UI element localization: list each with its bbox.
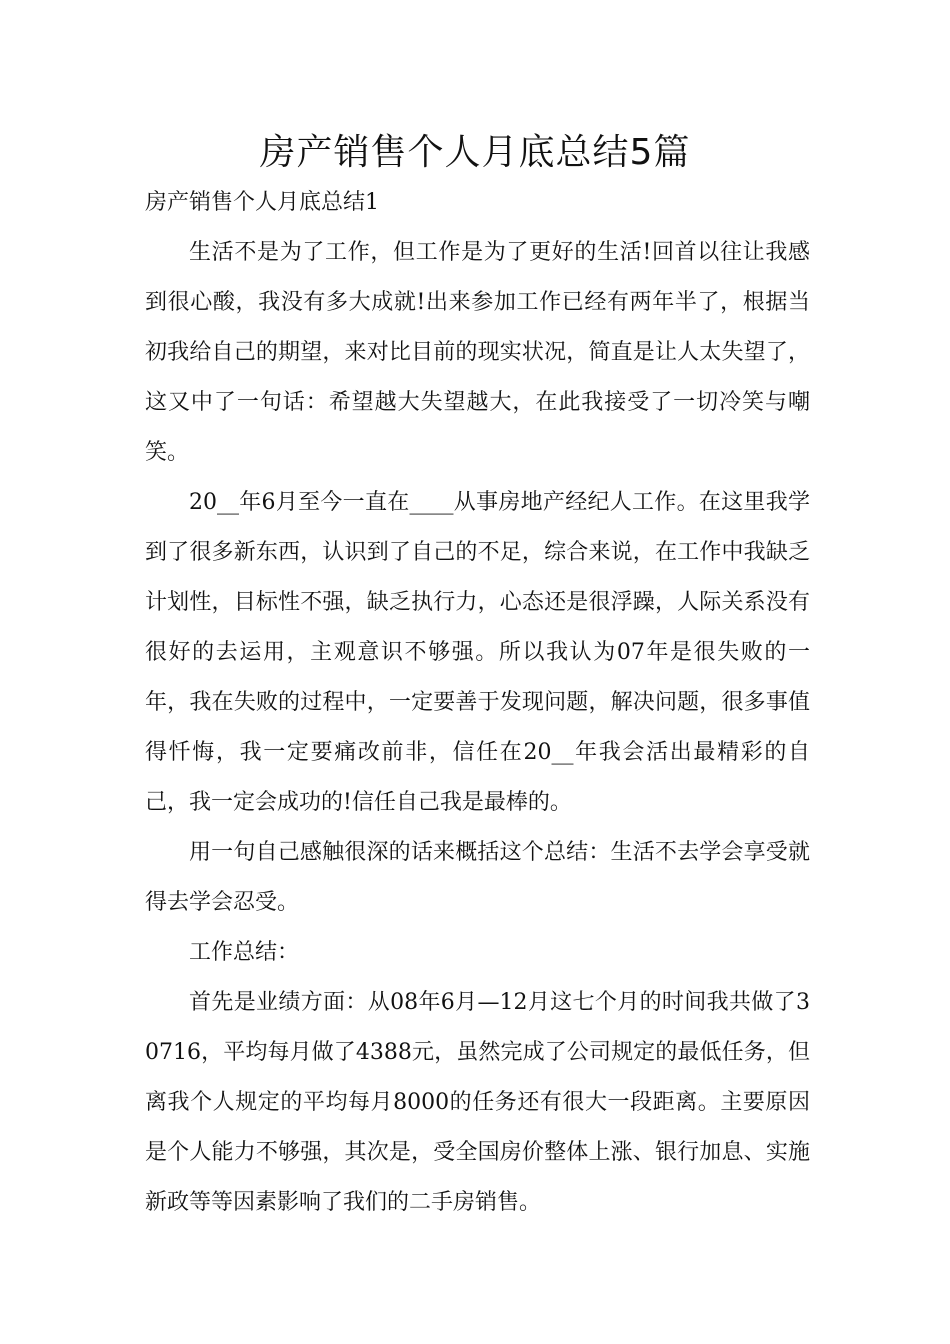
paragraph-3: 用一句自己感触很深的话来概括这个总结：生活不去学会享受就得去学会忍受。	[145, 840, 810, 915]
section-heading: 房产销售个人月底总结1	[145, 190, 379, 215]
paragraph-4-heading: 工作总结：	[189, 940, 300, 965]
paragraph-2: 20__年6月至今一直在____从事房地产经纪人工作。在这里我学到了很多新东西，认识到了自己的不足，综合来说，在工作中我缺乏计划性，目标性不强，缺乏执行力，心态还是很浮躁，人际关系没有很好的去运用，主观意识不够强。所以我认为07年是很失败的一年，我在失败的过程中，一定要善于发现问题，解决问题，很多事值得忏悔，我一定要痛改前非，信任在20__年我会活出最精彩的自己，我一定会成功的!信任自己我是最棒的。	[145, 490, 810, 815]
paragraph-5: 首先是业绩方面：从08年6月—12月这七个月的时间我共做了30716，平均每月做了4388元，虽然完成了公司规定的最低任务，但离我个人规定的平均每月8000的任务还有很大一段距离。主要原因是个人能力不够强，其次是，受全国房价整体上涨、银行加息、实施新政等等因素影响了我们的二手房销售。	[145, 990, 810, 1215]
document-body	[145, 178, 810, 1228]
paragraph-1: 生活不是为了工作，但工作是为了更好的生活!回首以往让我感到很心酸，我没有多大成就!出来参加工作已经有两年半了，根据当初我给自己的期望，来对比目前的现实状况，简直是让人太失望了，这又中了一句话：希望越大失望越大，在此我接受了一切冷笑与嘲笑。	[145, 240, 810, 465]
document-title: 房产销售个人月底总结5篇	[259, 132, 691, 173]
